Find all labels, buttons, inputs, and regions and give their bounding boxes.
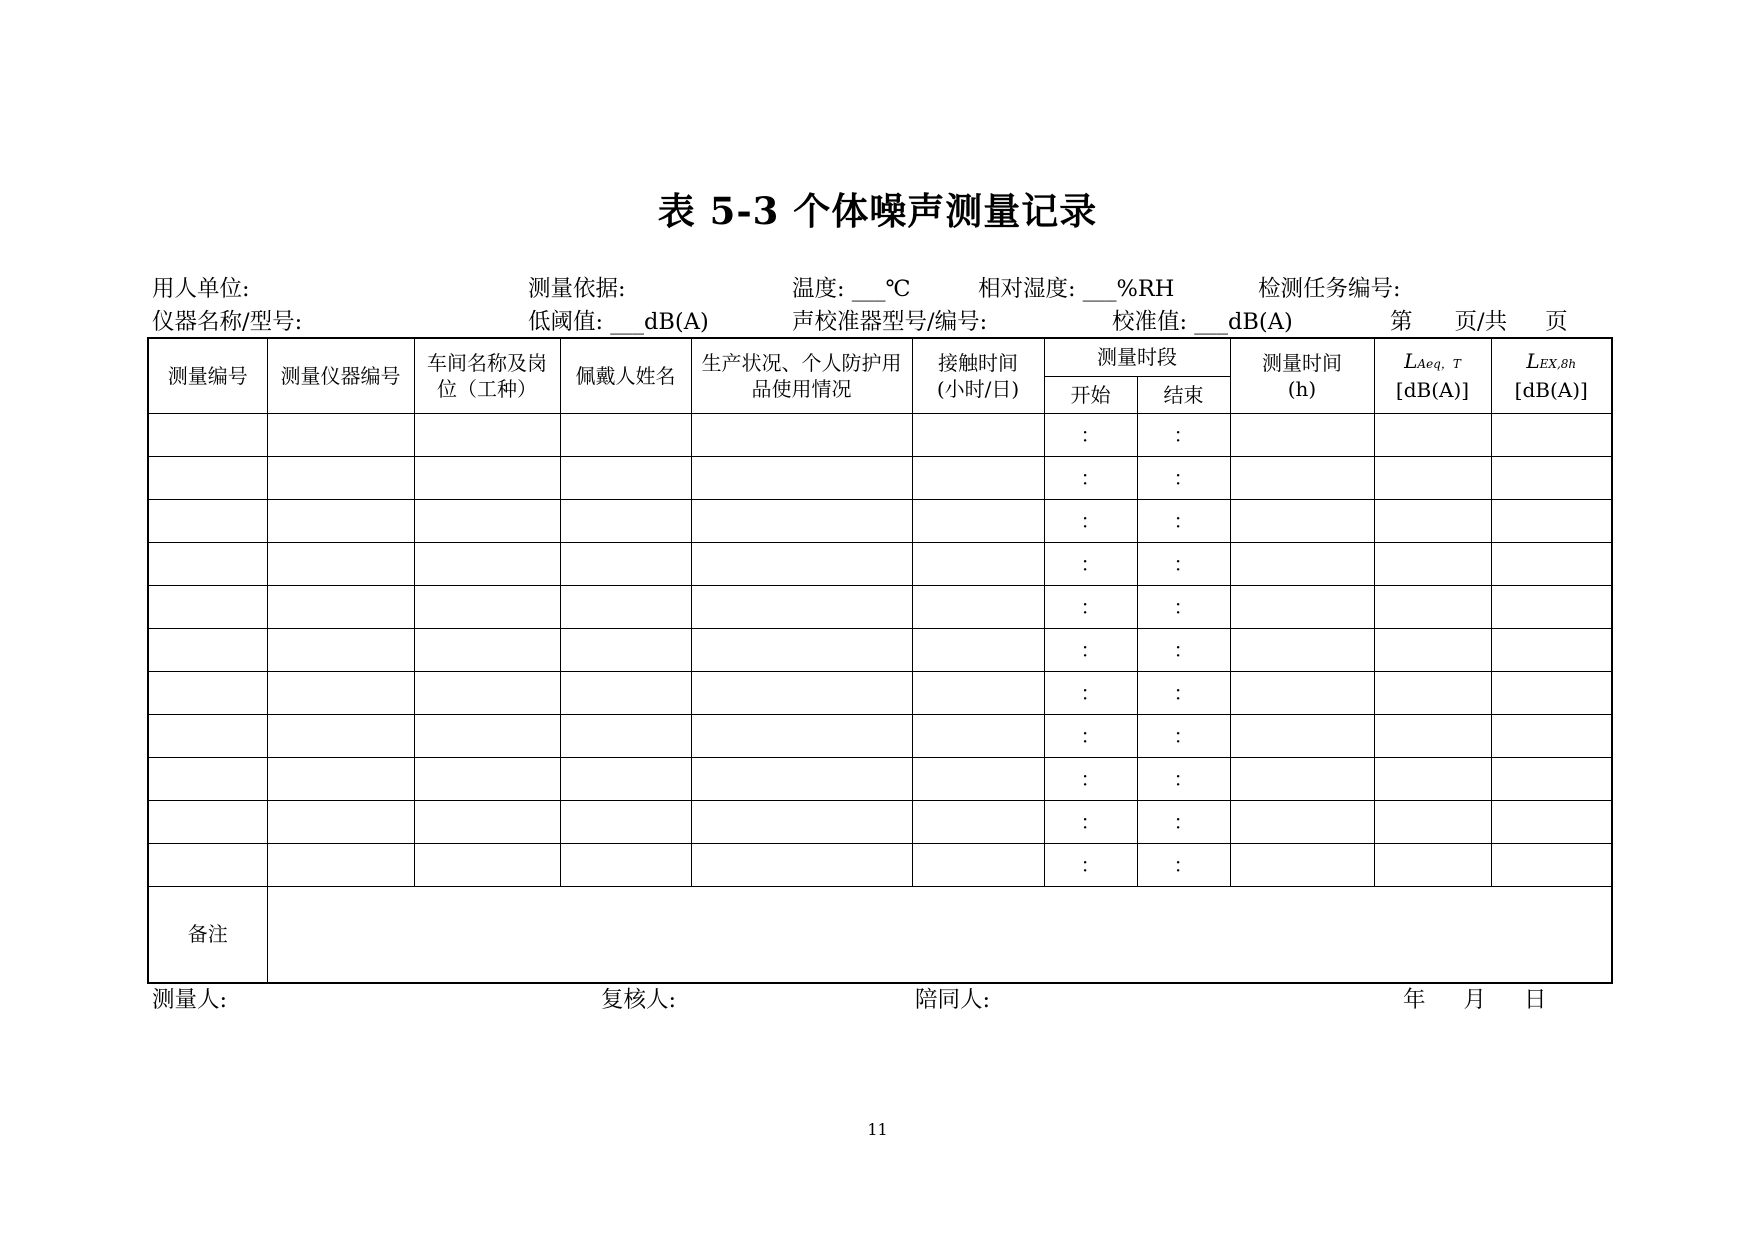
measurement-table [147, 337, 1613, 984]
page-number: 11 [867, 1120, 888, 1139]
day-label: 日 [1524, 987, 1547, 1013]
humidity-label: 相对湿度: ___%RH [978, 276, 1175, 302]
col-header-production: 生产状况、个人防护用 品使用情况 [691, 338, 912, 413]
col-header-start: 开始 [1044, 376, 1137, 413]
col-header-workshop: 车间名称及岗 位（工种） [414, 338, 560, 413]
table-row: ： ： [148, 628, 1612, 671]
date-label [1403, 985, 1547, 1015]
col-header-wearer: 佩戴人姓名 [560, 338, 691, 413]
table-row: ： ： [148, 499, 1612, 542]
remarks-label: 备注 [148, 886, 267, 983]
basis-label: 测量依据: [528, 276, 626, 302]
remarks-field[interactable] [267, 886, 1612, 983]
table-row: ： ： [148, 671, 1612, 714]
col-header-end: 结束 [1137, 376, 1230, 413]
temperature-label: 温度: ___℃ [792, 276, 911, 302]
page-end-label: 页 [1545, 309, 1568, 335]
measurer-label: 测量人: [152, 987, 228, 1013]
document-title: 表 5-3 个体噪声测量记录 [657, 189, 1098, 233]
table-row: ： ： [148, 542, 1612, 585]
remarks-row [148, 886, 1612, 983]
col-header-instrument-no: 测量仪器编号 [267, 338, 414, 413]
table-row: ： ： [148, 800, 1612, 843]
col-header-lex: LEX,8h [dB(A)] [1491, 338, 1612, 413]
table-row: ： ： [148, 413, 1612, 456]
table-row: ： ： [148, 585, 1612, 628]
task-number-label: 检测任务编号: [1258, 276, 1401, 302]
col-header-measure-no: 测量编号 [148, 338, 267, 413]
employer-label: 用人单位: [152, 276, 250, 302]
col-header-exposure-time: 接触时间 (小时/日) [912, 338, 1044, 413]
reviewer-label: 复核人: [601, 987, 677, 1013]
year-label: 年 [1403, 987, 1426, 1013]
table-row: ： ： [148, 757, 1612, 800]
threshold-label: 低阈值: ___dB(A) [528, 309, 709, 335]
calibrator-label: 声校准器型号/编号: [792, 309, 988, 335]
table-row: ： ： [148, 714, 1612, 757]
table-row: ： ： [148, 456, 1612, 499]
col-header-period: 测量时段 [1044, 338, 1230, 376]
companion-label: 陪同人: [915, 987, 991, 1013]
table-row: ： ： [148, 843, 1612, 886]
col-header-laeq: LAeq，T [dB(A)] [1374, 338, 1491, 413]
month-label: 月 [1463, 987, 1487, 1013]
page-of-label [1390, 307, 1568, 337]
col-header-duration: 测量时间 (h) [1230, 338, 1374, 413]
instrument-label: 仪器名称/型号: [152, 309, 303, 335]
calibration-value-label: 校准值: ___dB(A) [1112, 309, 1293, 335]
page-total-label: 页/共 [1454, 309, 1508, 335]
page-no-label: 第 [1390, 309, 1413, 335]
